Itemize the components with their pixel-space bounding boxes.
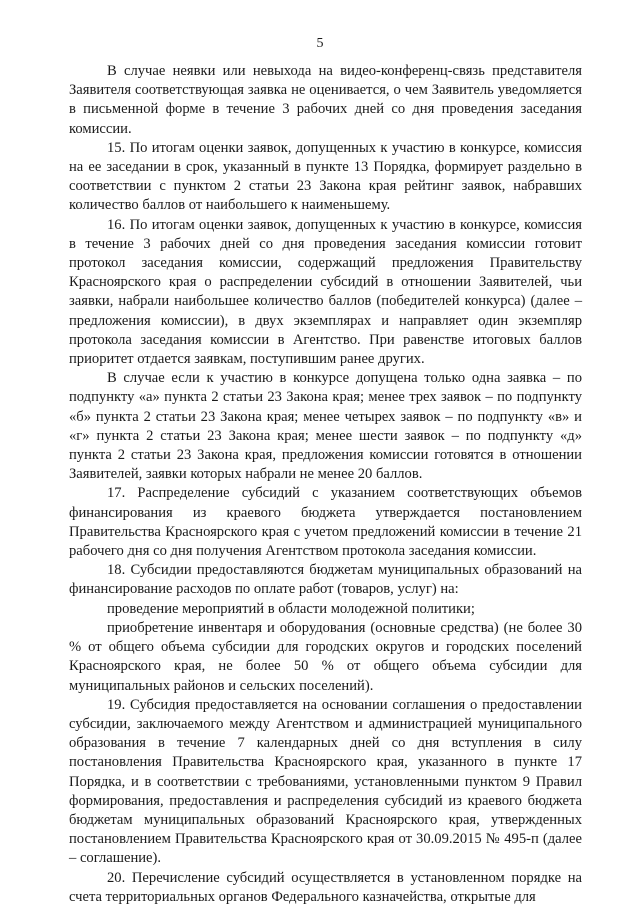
paragraph-no-show-notice: В случае неявки или невыхода на видео-конференц-связь представителя Заявителя соответствующая заявка не оценивается, о чем Заявитель уведомляется в письменной форме в течение 3 рабочих дней со дня проведения заседания комиссии. xyxy=(69,63,582,137)
page-number: 5 xyxy=(316,36,324,51)
paragraph-16: 16. По итогам оценки заявок, допущенных к участию в конкурсе, комиссия в течение 3 рабочих дней со дня проведения заседания комиссии готовит протокол заседания комиссии, содержащий предложения Правительству Красноярского края о распределении субсидий в отношении Заявителей, чьи заявки, набрали наибольшее количество баллов (победителей конкурса) (далее – предложения комиссии), в двух экземплярах и направляет один экземпляр протокола заседания комиссии в Агентство. При равенстве итоговых баллов приоритет отдается заявкам, поступившим ранее других. xyxy=(69,216,582,368)
paragraph-16-single-application: В случае если к участию в конкурсе допущена только одна заявка – по подпункту «а» пункта 2 статьи 23 Закона края; менее трех заявок – по подпункту «б» пункта 2 статьи 23 Закона края; менее четырех заявок – по подпункту «в» и «г» пункта 2 статьи 23 Закона края; менее шести заявок – по подпункту «д» пункта 2 статьи 23 Закона края, предложения комиссии готовятся в отношении Заявителей, заявки которых набрали не менее 20 баллов. xyxy=(69,370,582,483)
paragraph-15: 15. По итогам оценки заявок, допущенных к участию в конкурсе, комиссия на ее заседании в срок, указанный в пункте 13 Порядка, формирует раздельно в соответствии с пунктом 2 статьи 23 Закона края рейтинг заявок, набравших количество баллов от наибольшего к наименьшему. xyxy=(69,139,582,214)
paragraph-17: 17. Распределение субсидий с указанием соответствующих объемов финансирования из краевого бюджета утверждается постановлением Правительства Красноярского края с учетом предложений комиссии в течение 21 рабочего дня со дня получения Агентством протокола заседания комиссии. xyxy=(69,485,582,560)
document-body xyxy=(69,62,582,907)
paragraph-20: 20. Перечисление субсидий осуществляется в установленном порядке на счета территориальных органов Федерального казначейства, открытые для xyxy=(69,869,582,905)
paragraph-18: 18. Субсидии предоставляются бюджетам муниципальных образований на финансирование расходов по оплате работ (товаров, услуг) на: xyxy=(69,562,582,598)
paragraph-18-item-events: проведение мероприятий в области молодежной политики; xyxy=(107,600,475,617)
paragraph-19: 19. Субсидия предоставляется на основании соглашения о предоставлении субсидии, заключаемого между Агентством и администрацией муниципального образования в течение 7 календарных дней со дня вступления в силу постановления Правительства Красноярского края, указанного в пункте 17 Порядка, и в соответствии с требованиями, установленными пунктом 9 Правил формирования, предоставления и распределения субсидий из краевого бюджета бюджетам муниципальных образований Красноярского края, утвержденных постановлением Правительства Красноярского края от 30.09.2015 № 495-п (далее – соглашение). xyxy=(69,696,582,867)
paragraph-18-item-equipment: приобретение инвентаря и оборудования (основные средства) (не более 30 % от общего объема субсидии для городских округов и городских поселений Красноярского края, не более 50 % от общего объема субсидии для муниципальных районов и сельских поселений). xyxy=(69,619,582,694)
